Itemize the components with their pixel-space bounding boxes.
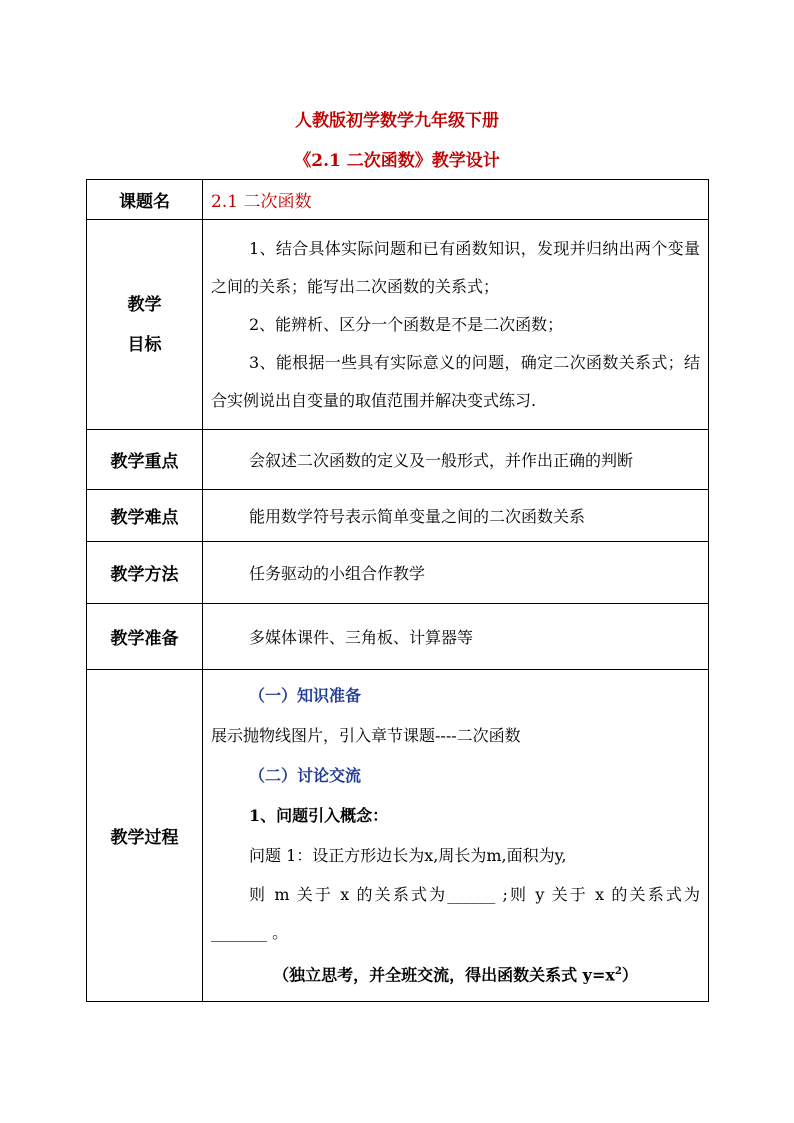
goals-cell (203, 220, 709, 430)
key-points-label: 教学重点 (87, 430, 203, 490)
goal-2: 2、能辨析、区分一个函数是不是二次函数； (249, 314, 564, 334)
process-cell (203, 670, 709, 1002)
section1-text: 展示抛物线图片，引入章节课题----二次函数 (211, 725, 521, 745)
method-cell (203, 542, 709, 604)
goals-label (87, 220, 203, 430)
conclusion-line (203, 952, 708, 995)
process-label: 教学过程 (87, 670, 203, 1002)
table-row-difficulties (87, 490, 709, 542)
question1-cont: 则 m 关于 x 的关系式为______ ;则 y 关于 x 的关系式为_______ 。 (211, 884, 700, 942)
topic-value: 2.1 二次函数 (211, 192, 312, 212)
preparation-cell (203, 604, 709, 670)
item1-heading: 1、问题引入概念： (249, 805, 389, 825)
key-points-value: 会叙述二次函数的定义及一般形式，并作出正确的判断 (249, 451, 634, 470)
lesson-plan-table (86, 179, 709, 1002)
table-row-process (87, 670, 709, 1002)
key-points-cell (203, 430, 709, 490)
doc-title-line1: 人教版初学数学九年级下册 (295, 111, 499, 131)
conclusion-text: （独立思考，并全班交流，得出函数关系式 y=x (273, 965, 615, 985)
section2-heading: （二）讨论交流 (249, 765, 362, 785)
goal-1: 1、结合具体实际问题和已有函数知识，发现并归纳出两个变量之间的关系；能写出二次函数的关系式； (211, 238, 700, 296)
conclusion-end: ） (621, 965, 638, 985)
table-row-topic (87, 180, 709, 220)
difficulties-value: 能用数学符号表示简单变量之间的二次函数关系 (249, 507, 586, 526)
topic-label: 课题名 (87, 180, 203, 220)
goal-3: 3、能根据一些具有实际意义的问题，确定二次函数关系式；结合实例说出自变量的取值范围并解决变式练习. (211, 352, 700, 410)
doc-title-line2: 《2.1 二次函数》教学设计 (294, 151, 500, 171)
method-label: 教学方法 (87, 542, 203, 604)
difficulties-cell (203, 490, 709, 542)
table-row-preparation (87, 604, 709, 670)
method-value: 任务驱动的小组合作教学 (249, 564, 426, 583)
table-row-method (87, 542, 709, 604)
preparation-value: 多媒体课件、三角板、计算器等 (249, 628, 474, 647)
conclusion-sup: 2 (614, 965, 622, 977)
section1-heading: （一）知识准备 (249, 685, 362, 705)
table-row-goals (87, 220, 709, 430)
preparation-label: 教学准备 (87, 604, 203, 670)
goals-label-line1: 教学 (127, 294, 162, 315)
goals-label-line2: 目标 (127, 334, 162, 355)
topic-cell (203, 180, 709, 220)
table-row-key-points (87, 430, 709, 490)
difficulties-label: 教学难点 (87, 490, 203, 542)
question1: 问题 1：设正方形边长为x,周长为m,面积为y, (249, 845, 567, 865)
